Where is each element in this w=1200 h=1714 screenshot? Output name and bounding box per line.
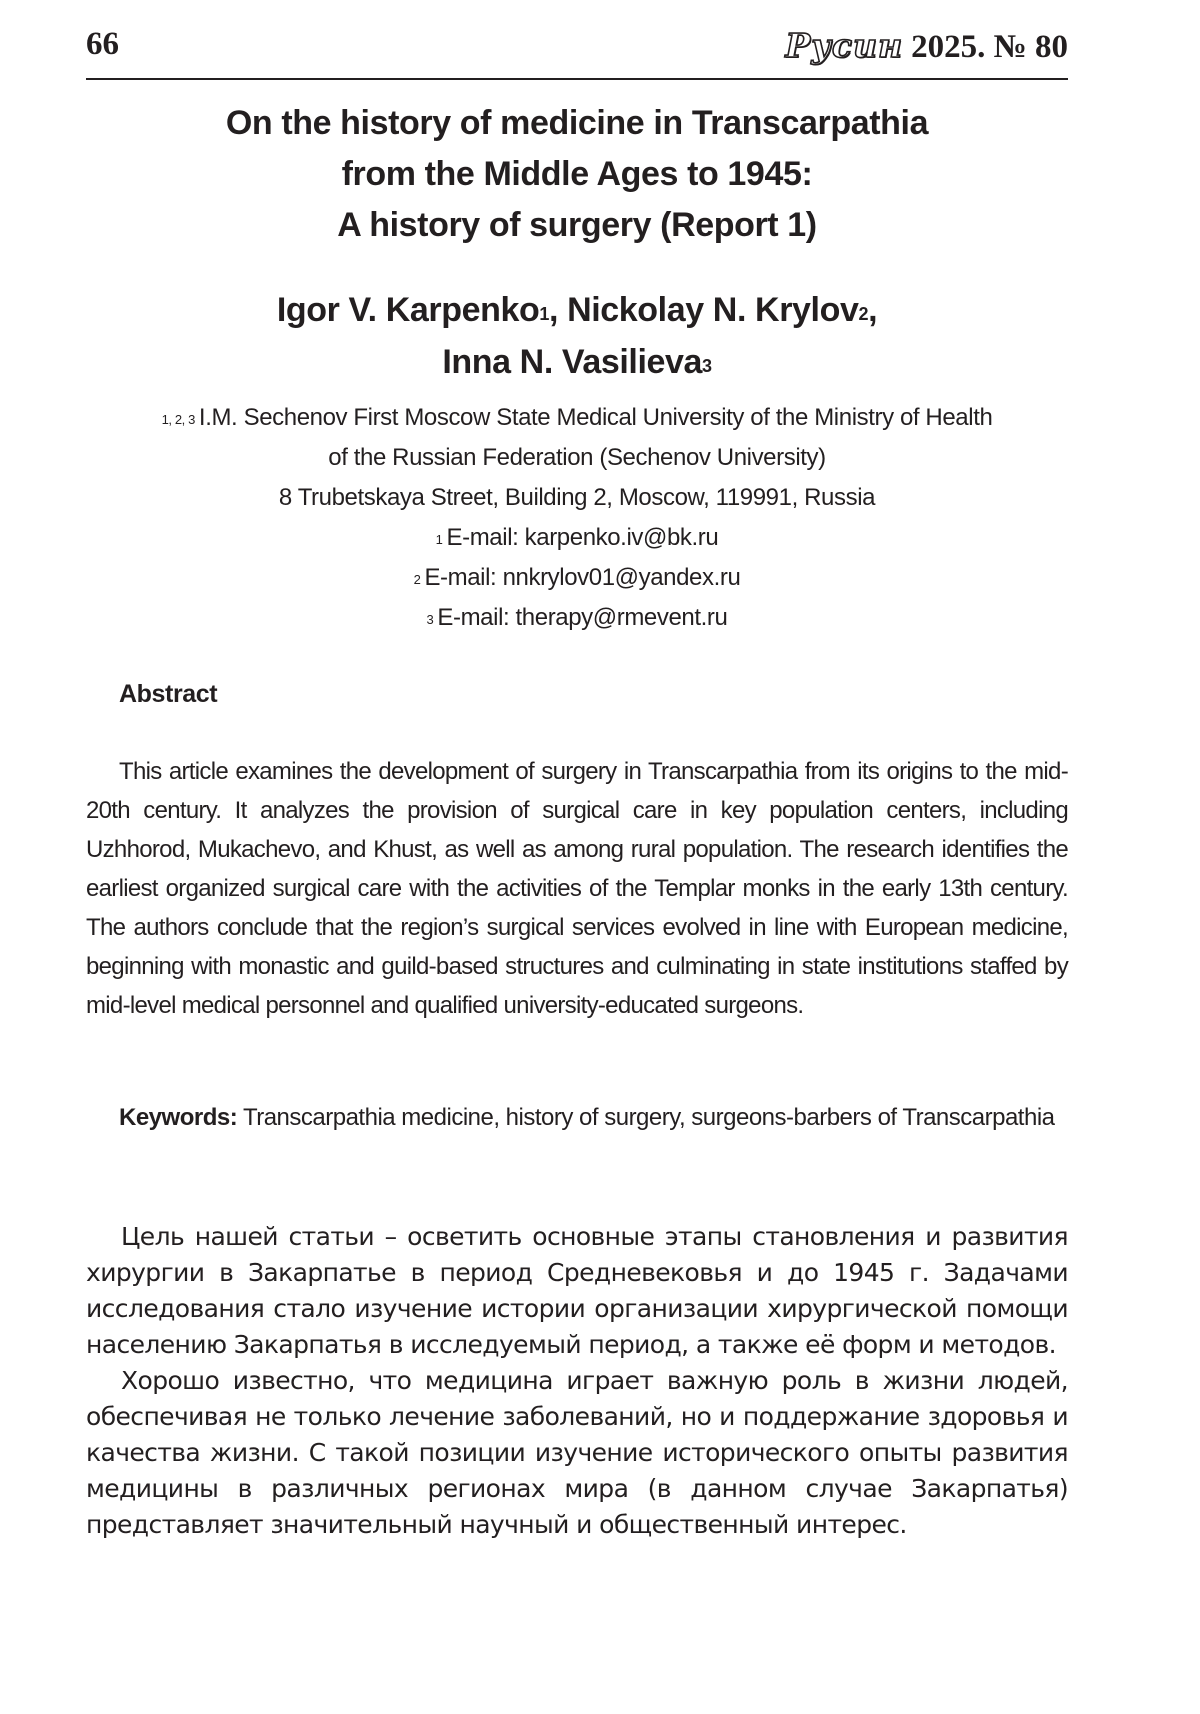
journal-info xyxy=(785,26,1068,66)
email-mark: 3 xyxy=(426,612,434,627)
author-separator: , xyxy=(549,291,568,329)
body-paragraph: Хорошо известно, что медицина играет важную роль в жизни людей, обеспечивая не только лечение заболеваний, но и поддержание здоровья и качества жизни. С такой позиции изучение исторического опыты развития медицины в различных регионах мира (в данном случае Закарпатья) представляет значительный научный и общественный интерес. xyxy=(86,1366,1068,1539)
body-paragraph: Цель нашей статьи – осветить основные этапы становления и развития хирургии в Закарпатье в период Средневековья и до 1945 г. Задачами исследования стало изучение истории организации хирургической помощи населению Закарпатья в исследуемый период, а также её форм и методов. xyxy=(86,1222,1068,1359)
author-name: Igor V. Karpenko xyxy=(276,291,540,329)
title-line: from the Middle Ages to 1945: xyxy=(341,155,813,193)
author-separator: , xyxy=(868,291,878,329)
affiliation-block xyxy=(86,398,1068,638)
abstract-heading: Abstract xyxy=(119,680,218,708)
author-name: Inna N. Vasilieva xyxy=(442,343,703,381)
author-affiliation-mark: 1 xyxy=(539,304,549,324)
affiliation-line: of the Russian Federation (Sechenov University) xyxy=(328,444,826,471)
email-mark: 1 xyxy=(435,532,443,547)
page-number: 66 xyxy=(86,26,119,62)
author-email xyxy=(86,518,1068,558)
email-mark: 2 xyxy=(413,572,421,587)
author-email xyxy=(86,558,1068,598)
author-affiliation-mark: 3 xyxy=(702,356,712,376)
article-title xyxy=(86,98,1068,251)
email-text: E-mail: therapy@rmevent.ru xyxy=(437,604,728,631)
author-list xyxy=(86,284,1068,388)
keywords-text: Transcarpathia medicine, history of surgery, surgeons-barbers of Transcarpathia xyxy=(242,1104,1055,1131)
affiliation-text: I.M. Sechenov First Moscow State Medical University of the Ministry of Health xyxy=(198,404,993,431)
affiliation-mark: 1, 2, 3 xyxy=(161,412,195,427)
affiliation-line xyxy=(86,398,1068,438)
journal-issue: 2025. № 80 xyxy=(911,29,1068,65)
article-body xyxy=(86,1219,1068,1543)
author-email xyxy=(86,598,1068,638)
keywords-label: Keywords: xyxy=(119,1104,238,1131)
title-line: A history of surgery (Report 1) xyxy=(337,206,817,244)
email-text: E-mail: nnkrylov01@yandex.ru xyxy=(424,564,741,591)
keywords xyxy=(86,1099,1068,1137)
affiliation-address: 8 Trubetskaya Street, Building 2, Moscow, 119991, Russia xyxy=(278,484,876,511)
author-affiliation-mark: 2 xyxy=(858,304,869,324)
author-name: Nickolay N. Krylov xyxy=(567,291,859,329)
abstract-text: This article examines the development of surgery in Transcarpathia from its origins to the mid-20th century. It analyzes the provision of surgical care in key population centers, including Uzhhorod, Mukachevo, and Khust, as well as among rural population. The research identifies the earliest organized surgical care with the activities of the Templar monks in the early 13th century. The authors conclude that the region’s surgical services evolved in line with European medicine, beginning with monastic and guild-based structures and culminating in state institutions staffed by mid-level medical personnel and qualified university-educated surgeons. xyxy=(86,758,1068,1019)
running-header xyxy=(86,26,1068,80)
title-line: On the history of medicine in Transcarpathia xyxy=(225,104,929,142)
journal-logo: Русин xyxy=(785,26,904,65)
email-text: E-mail: karpenko.iv@bk.ru xyxy=(446,524,719,551)
